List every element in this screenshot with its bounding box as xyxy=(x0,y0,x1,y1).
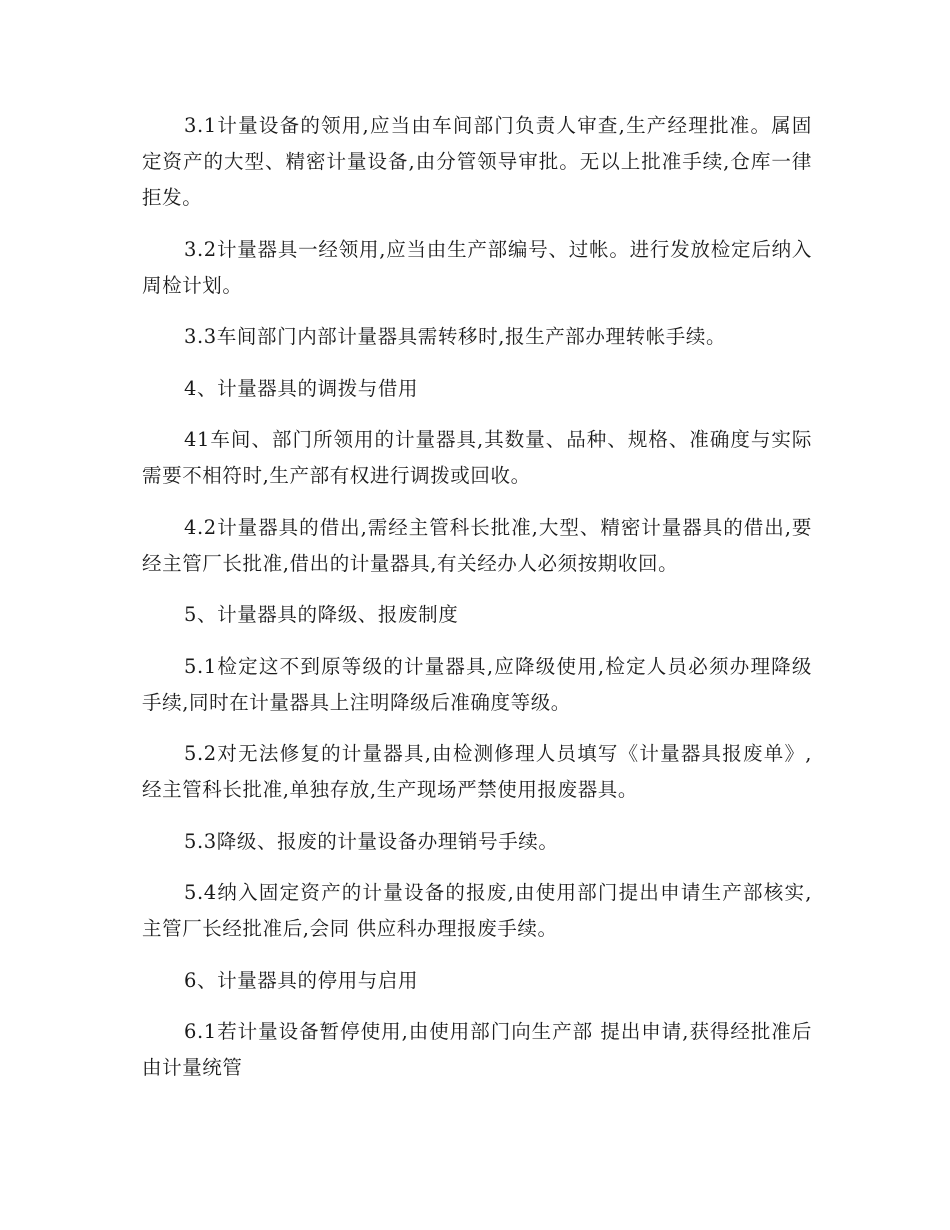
paragraph-3-3: 3.3车间部门内部计量器具需转移时,报生产部办理转帐手续。 xyxy=(184,325,727,348)
document-body xyxy=(142,108,812,1102)
paragraph-4-1: 41车间、部门所领用的计量器具,其数量、品种、规格、准确度与实际需要不相符时,生产部有权进行调拨或回收。 xyxy=(142,428,812,487)
section-heading-6: 6、计量器具的停用与启用 xyxy=(184,968,419,992)
section-heading-5: 5、计量器具的降级、报废制度 xyxy=(184,603,459,626)
section-heading-4: 4、计量器具的调拨与借用 xyxy=(184,376,419,400)
paragraph-5-3: 5.3降级、报废的计量设备办理销号手续。 xyxy=(184,829,559,853)
paragraph-6-1: 6.1若计量设备暂停使用,由使用部门向生产部 提出申请,获得经批准后由计量统管 xyxy=(142,1020,812,1079)
paragraph-5-1: 5.1检定这不到原等级的计量器具,应降级使用,检定人员必须办理降级手续,同时在计量器具上注明降级后准确度等级。 xyxy=(142,654,812,714)
paragraph-3-2: 3.2计量器具一经领用,应当由生产部编号、过帐。进行发放检定后纳入周检计划。 xyxy=(142,237,812,297)
paragraph-5-2: 5.2对无法修复的计量器具,由检测修理人员填写《计量器具报废单》,经主管科长批准,单独存放,生产现场严禁使用报废器具。 xyxy=(142,742,812,801)
paragraph-5-4: 5.4纳入固定资产的计量设备的报废,由使用部门提出申请生产部核实,主管厂长经批准后,会同 供应科办理报废手续。 xyxy=(142,881,812,940)
paragraph-4-2: 4.2计量器具的借出,需经主管科长批准,大型、精密计量器具的借出,要经主管厂长批准,借出的计量器具,有关经办人必须按期收回。 xyxy=(142,515,812,575)
paragraph-3-1: 3.1计量设备的领用,应当由车间部门负责人审查,生产经理批准。属固定资产的大型、精密计量设备,由分管领导审批。无以上批准手续,仓库一律拒发。 xyxy=(142,114,812,209)
